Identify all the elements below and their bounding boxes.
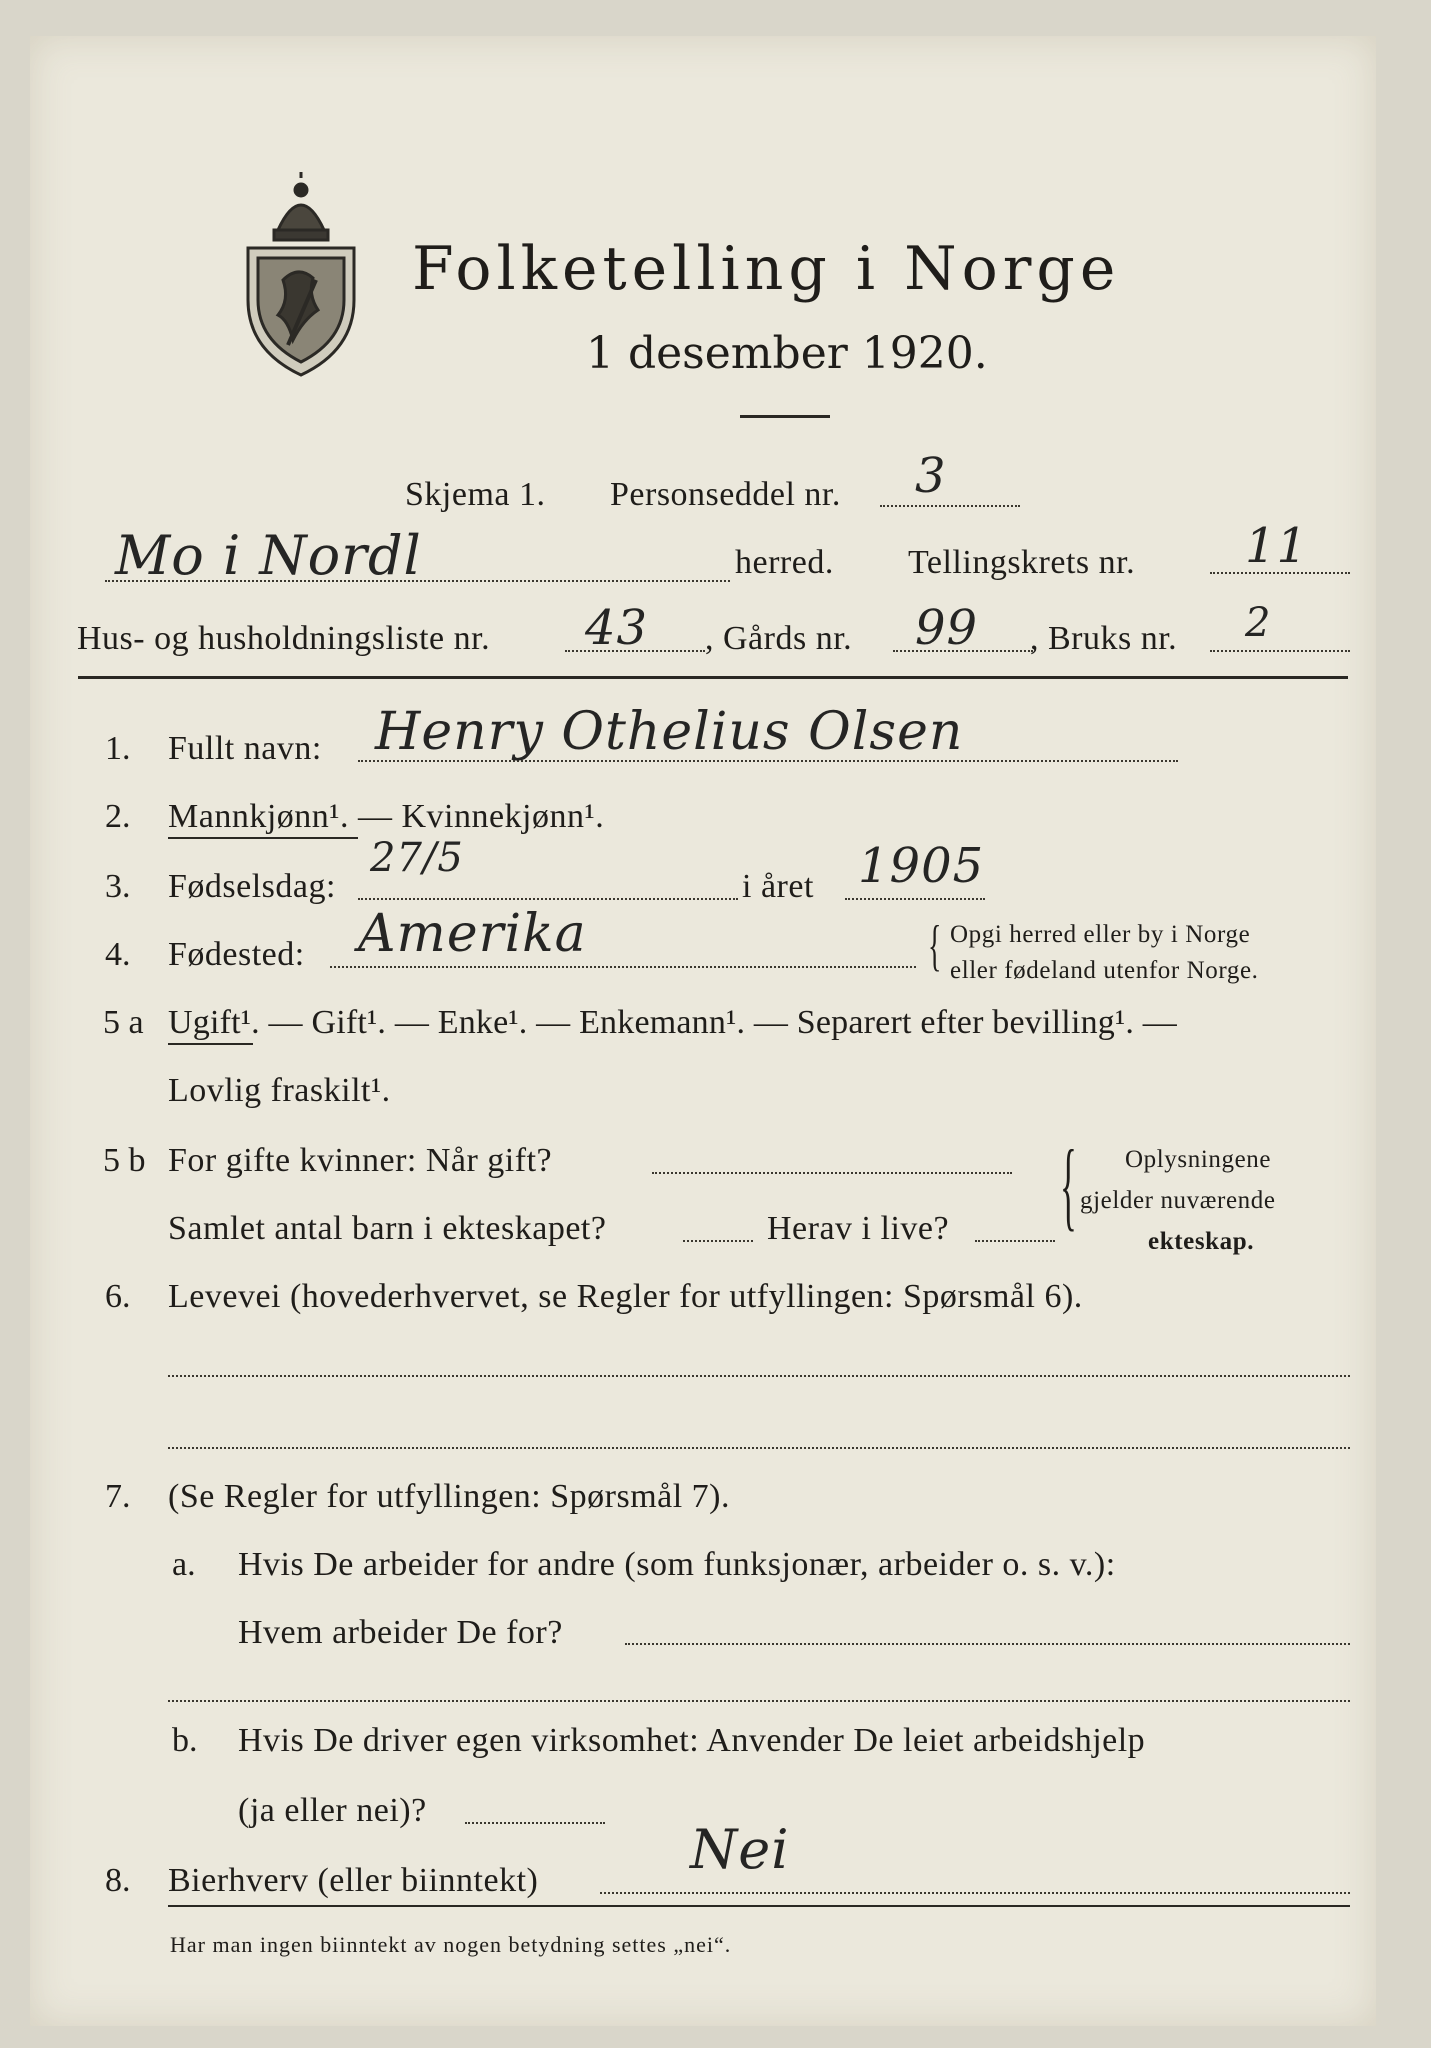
q7a-line-2 bbox=[168, 1700, 1350, 1702]
q4-value: Amerika bbox=[358, 904, 587, 964]
q7a-label: Hvis De arbeider for andre (som funksjonær, arbeider o. s. v.): bbox=[238, 1546, 1116, 1583]
q7a-number: a. bbox=[172, 1546, 196, 1583]
q5b-note-1: Oplysningene bbox=[1125, 1146, 1272, 1173]
title-divider bbox=[740, 415, 830, 418]
q8-line bbox=[600, 1892, 1350, 1894]
q3-value: 27/5 bbox=[370, 835, 464, 881]
q4-note-2: eller fødeland utenfor Norge. bbox=[950, 957, 1259, 984]
header-rule bbox=[78, 676, 1348, 679]
q6-line-1 bbox=[168, 1375, 1350, 1377]
bruks-value: 2 bbox=[1245, 600, 1272, 646]
q6-label: Levevei (hovederhvervet, se Regler for utfyllingen: Spørsmål 6). bbox=[168, 1278, 1083, 1315]
q7b-line bbox=[465, 1822, 605, 1824]
q6-number: 6. bbox=[105, 1278, 131, 1315]
footer-note: Har man ingen biinntekt av nogen betydning settes „nei“. bbox=[170, 1932, 732, 1957]
q7-label: (Se Regler for utfyllingen: Spørsmål 7). bbox=[168, 1478, 731, 1515]
q2-number: 2. bbox=[105, 798, 131, 835]
q7b-label: Hvis De driver egen virksomhet: Anvender De leiet arbeidshjelp bbox=[238, 1722, 1146, 1759]
q2-mann-underline bbox=[168, 837, 358, 839]
q1-label: Fullt navn: bbox=[168, 730, 322, 767]
q5a-ugift-underline bbox=[168, 1043, 253, 1045]
gards-value: 99 bbox=[915, 600, 979, 656]
q4-brace: { bbox=[928, 915, 942, 977]
bruks-line bbox=[1210, 650, 1350, 652]
footer-rule bbox=[168, 1905, 1350, 1907]
q6-line-2 bbox=[168, 1447, 1350, 1449]
q4-line bbox=[330, 966, 916, 968]
q5b-brace: { bbox=[1060, 1129, 1078, 1240]
q5a-label: Ugift¹. — Gift¹. — Enke¹. — Enkemann¹. — Separert efter bevilling¹. — bbox=[168, 1004, 1177, 1041]
personseddel-label: Personseddel nr. bbox=[610, 476, 841, 513]
form-title: Folketelling i Norge bbox=[412, 234, 1121, 304]
q5b-number: 5 b bbox=[103, 1142, 146, 1179]
q8-label: Bierhverv (eller biinntekt) bbox=[168, 1862, 539, 1899]
tellingskrets-label: Tellingskrets nr. bbox=[908, 544, 1136, 581]
schema-label: Skjema 1. bbox=[405, 476, 546, 513]
q8-number: 8. bbox=[105, 1862, 131, 1899]
q7b-number: b. bbox=[172, 1722, 198, 1759]
q3-year-label: i året bbox=[742, 868, 814, 905]
q5b-when-line bbox=[652, 1172, 1012, 1174]
q5b-children-line bbox=[683, 1240, 753, 1242]
q3-year-line bbox=[845, 898, 985, 900]
husliste-value: 43 bbox=[585, 600, 649, 656]
q7-number: 7. bbox=[105, 1478, 131, 1515]
q8-value: Nei bbox=[690, 1818, 790, 1881]
q5b-label-2: Samlet antal barn i ekteskapet? bbox=[168, 1210, 607, 1247]
q1-value: Henry Othelius Olsen bbox=[375, 702, 964, 762]
q7b-label-2: (ja eller nei)? bbox=[238, 1792, 427, 1829]
bruks-label: , Bruks nr. bbox=[1030, 620, 1178, 657]
q3-line bbox=[358, 898, 738, 900]
q7a-line-1 bbox=[625, 1643, 1350, 1645]
q5b-label: For gifte kvinner: Når gift? bbox=[168, 1142, 553, 1179]
gards-label: , Gårds nr. bbox=[705, 620, 853, 657]
q4-note-1: Opgi herred eller by i Norge bbox=[950, 921, 1251, 948]
q1-number: 1. bbox=[105, 730, 131, 767]
q3-year-value: 1905 bbox=[858, 838, 985, 894]
herred-label: herred. bbox=[735, 544, 834, 581]
q3-number: 3. bbox=[105, 868, 131, 905]
q5b-alive-line bbox=[975, 1240, 1055, 1242]
q5b-note-3: ekteskap. bbox=[1148, 1228, 1255, 1255]
herred-value: Mo i Nordl bbox=[115, 524, 422, 587]
q2-label: Mannkjønn¹. — Kvinnekjønn¹. bbox=[168, 798, 605, 835]
personseddel-line bbox=[880, 505, 1020, 507]
q5a-number: 5 a bbox=[103, 1004, 144, 1041]
census-date: 1 desember 1920. bbox=[586, 328, 988, 379]
q5b-note-2: gjelder nuværende bbox=[1080, 1187, 1276, 1214]
q4-number: 4. bbox=[105, 936, 131, 973]
q3-label: Fødselsdag: bbox=[168, 868, 336, 905]
norwegian-coat-of-arms-icon bbox=[238, 170, 364, 380]
q4-label: Fødested: bbox=[168, 936, 305, 973]
husliste-label: Hus- og husholdningsliste nr. bbox=[77, 620, 491, 657]
q5a-label-2: Lovlig fraskilt¹. bbox=[168, 1072, 391, 1109]
q5b-label-3: Herav i live? bbox=[767, 1210, 950, 1247]
q7a-label-2: Hvem arbeider De for? bbox=[238, 1614, 563, 1651]
tellingskrets-value: 11 bbox=[1245, 518, 1309, 574]
personseddel-value: 3 bbox=[915, 448, 947, 504]
